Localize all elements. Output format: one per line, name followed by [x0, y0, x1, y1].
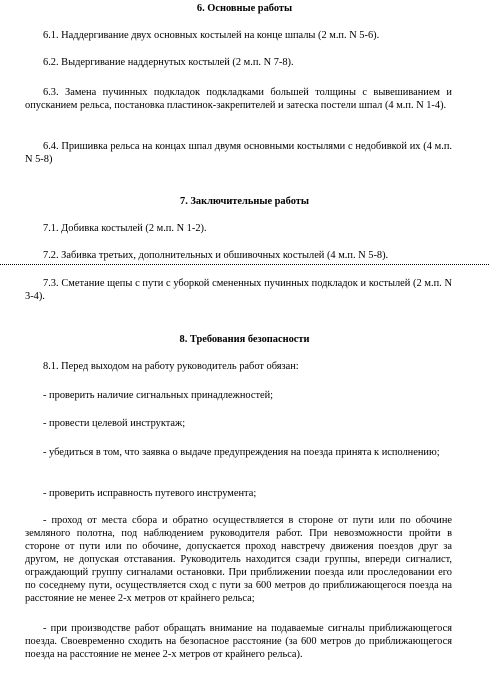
paragraph-8-5: - проверить исправность путевого инструмента;: [43, 488, 257, 499]
page-break-line: [0, 264, 489, 265]
paragraph-6-3: 6.3. Замена пучинных подкладок подкладками большей толщины с вывешиванием и опусканием рельса, постановка пластинок-закрепителей и затеска постели шпал (4 м.п. N 1-4).: [25, 87, 452, 111]
section-7-heading: 7. Заключительные работы: [180, 196, 309, 207]
paragraph-6-1: 6.1. Наддергивание двух основных костылей на конце шпалы (2 м.п. N 5-6).: [43, 30, 380, 41]
paragraph-6-2: 6.2. Выдергивание наддернутых костылей (2 м.п. N 7-8).: [43, 57, 294, 68]
paragraph-7-1: 7.1. Добивка костылей (2 м.п. N 1-2).: [43, 223, 207, 234]
paragraph-8-4: - убедиться в том, что заявка о выдаче предупреждения на поезда принята к исполнению;: [43, 447, 440, 458]
paragraph-8-2: - проверить наличие сигнальных принадлежностей;: [43, 390, 274, 401]
section-8-heading: 8. Требования безопасности: [179, 334, 310, 345]
paragraph-6-4: 6.4. Пришивка рельса на концах шпал двумя основными костылями с недобивкой их (4 м.п. N 5-8): [25, 141, 452, 165]
paragraph-8-3: - провести целевой инструктаж;: [43, 418, 186, 429]
section-6-heading: 6. Основные работы: [196, 3, 293, 14]
paragraph-7-2: 7.2. Забивка третьих, дополнительных и обшивочных костылей (4 м.п. N 5-8).: [43, 250, 389, 261]
paragraph-8-7: - при производстве работ обращать внимание на подаваемые сигналы приближающегося поезда. Своевременно сходить на безопасное расстояние (за 600 метров до приближающегося поезда на расстояние не менее 2-х метров от крайнего рельса).: [25, 623, 452, 660]
paragraph-7-3: 7.3. Сметание щепы с пути с уборкой смененных пучинных подкладок и костылей (2 м.п. N 3-4).: [25, 278, 452, 302]
paragraph-8-1: 8.1. Перед выходом на работу руководитель работ обязан:: [43, 361, 299, 372]
paragraph-8-6: - проход от места сбора и обратно осуществляется в стороне от пути или по обочине земляного полотна, под наблюдением руководителя работ. При невозможности пройти в стороне от пути или по обочине, допускается проход навстречу движения поездов друг за другом, не допуская отставания. Руководитель находится сзади группы, впереди сигналист, ограждающий группу сигналами остановки. При приближении поезда или проследовании его по соседнему пути, осуществляется сход с пути за 600 метров до приближающегося поезда на расстояние не менее 2-х метров от крайнего рельса;: [25, 515, 452, 604]
